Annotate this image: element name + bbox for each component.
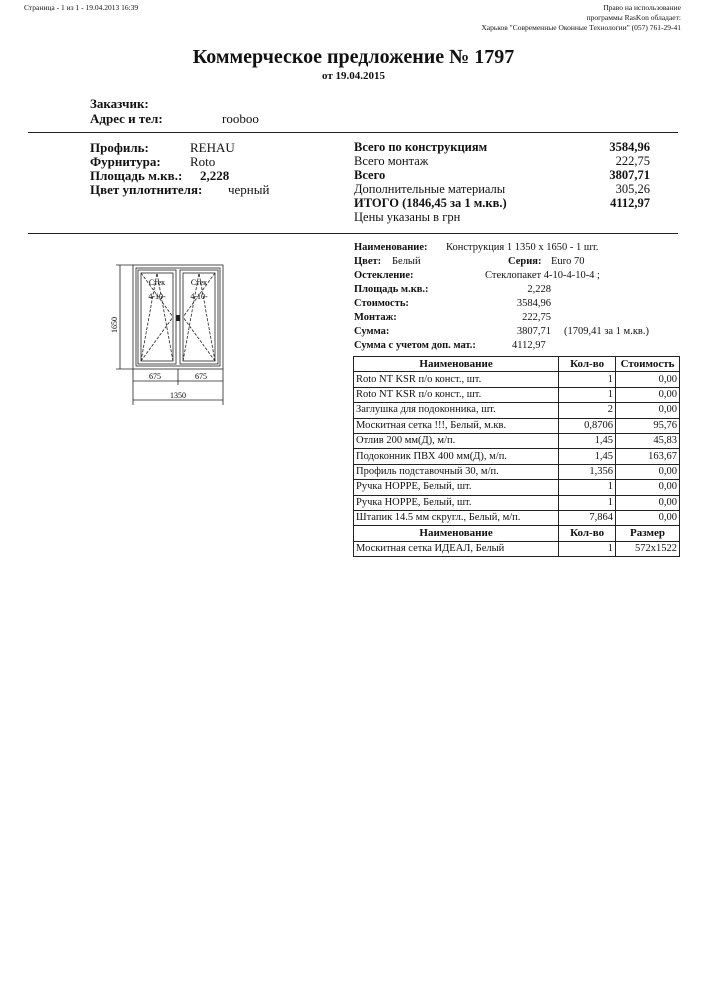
hardware-value: Roto [190, 154, 216, 169]
dim-total: 1350 [170, 391, 186, 400]
cell-name: Профиль подставочный 30, м/п. [354, 464, 559, 479]
summary-value-4: 4112,97 [610, 196, 650, 210]
construction-name-label: Наименование: [354, 242, 428, 253]
glazing-label: Остекление: [354, 270, 414, 281]
cell-name: Заглушка для подоконника, шт. [354, 403, 559, 418]
cell-qty: 7,864 [559, 510, 616, 525]
cell-name: Москитная сетка !!!, Белый, м.кв. [354, 418, 559, 433]
cell-value: 95,76 [616, 418, 680, 433]
client-label: Заказчик: [90, 96, 149, 111]
dim-right: 675 [195, 372, 207, 381]
table-row [354, 541, 680, 556]
summary-label-2: Всего [354, 168, 386, 182]
color-value: Белый [392, 256, 421, 267]
cell-value: 572x1522 [616, 541, 680, 556]
license-line-1: Право на использование [603, 3, 681, 12]
cell-name: Ручка HOPPE, Белый, шт. [354, 495, 559, 510]
seal-value: черный [228, 182, 270, 197]
area-value: 2,228 [200, 168, 230, 183]
pane-label-right-bottom: 4-10- [190, 292, 208, 301]
currency-note: Цены указаны в грн [354, 210, 461, 224]
cell-name: Штапик 14.5 мм скругл., Белый, м/п. [354, 510, 559, 525]
items-table-header-2 [354, 526, 680, 541]
construction-area-value: 2,228 [527, 284, 551, 295]
cell-qty: 1 [559, 480, 616, 495]
table-row [354, 449, 680, 464]
summary-label-3: Дополнительные материалы [354, 182, 506, 196]
dim-left: 675 [149, 372, 161, 381]
document-title: Коммерческое предложение № 1797 [192, 46, 515, 68]
summary-value-3: 305,26 [615, 182, 650, 196]
window-drawing [105, 255, 235, 410]
table-row [354, 433, 680, 448]
pane-label-left-top: Стек [148, 278, 166, 287]
cell-name: Подоконник ПВХ 400 мм(Д), м/п. [354, 449, 559, 464]
construction-area-label: Площадь м.кв.: [354, 284, 429, 295]
summary-label-4: ИТОГО (1846,45 за 1 м.кв.) [354, 196, 507, 210]
items-table-header [354, 357, 680, 372]
cell-qty: 1 [559, 372, 616, 387]
page-info: Страница - 1 из 1 - 19.04.2013 16:39 [24, 3, 139, 12]
table-row [354, 403, 680, 418]
summary-value-1: 222,75 [615, 154, 650, 168]
glazing-value: Стеклопакет 4-10-4-10-4 ; [485, 270, 600, 281]
header-name: Наименование [354, 357, 559, 372]
series-label: Серия: [508, 256, 542, 267]
cell-qty: 1,45 [559, 433, 616, 448]
address-value: rooboo [222, 111, 259, 126]
profile-value: REHAU [190, 140, 235, 155]
cost-label: Стоимость: [354, 298, 409, 309]
table-row [354, 480, 680, 495]
divider-mid [28, 233, 678, 234]
header2-qty: Кол-во [559, 526, 616, 541]
construction-name-value: Конструкция 1 1350 x 1650 - 1 шт. [446, 242, 599, 253]
cell-value: 0,00 [616, 464, 680, 479]
cell-name: Ручка HOPPE, Белый, шт. [354, 480, 559, 495]
table-row [354, 387, 680, 402]
cell-name: Москитная сетка ИДЕАЛ, Белый [354, 541, 559, 556]
cell-name: Roto NT KSR п/о конст., шт. [354, 372, 559, 387]
table-row [354, 418, 680, 433]
pane-label-right-top: Стек [190, 278, 208, 287]
cell-name: Отлив 200 мм(Д), м/п. [354, 433, 559, 448]
summary-label-1: Всего монтаж [354, 154, 429, 168]
header2-name: Наименование [354, 526, 559, 541]
header-qty: Кол-во [559, 357, 616, 372]
table-row [354, 510, 680, 525]
cell-value: 45,83 [616, 433, 680, 448]
cell-qty: 1 [559, 387, 616, 402]
hardware-label: Фурнитура: [90, 154, 161, 169]
header2-size: Размер [616, 526, 680, 541]
sum-value: 3807,71 [516, 326, 551, 337]
sum-label: Сумма: [354, 326, 390, 337]
profile-label: Профиль: [90, 140, 149, 155]
cell-value: 163,67 [616, 449, 680, 464]
series-value: Euro 70 [551, 256, 585, 267]
dim-height: 1650 [110, 317, 119, 333]
items-table [353, 356, 680, 557]
address-label: Адрес и тел: [90, 111, 163, 126]
cell-qty: 1 [559, 541, 616, 556]
table-row [354, 372, 680, 387]
table-row [354, 464, 680, 479]
cell-qty: 0,8706 [559, 418, 616, 433]
cell-value: 0,00 [616, 510, 680, 525]
cell-value: 0,00 [616, 495, 680, 510]
document-date: от 19.04.2015 [321, 70, 385, 82]
area-label: Площадь м.кв.: [90, 168, 183, 183]
pane-label-left-bottom: 4-10- [148, 292, 166, 301]
cell-value: 0,00 [616, 372, 680, 387]
mount-value: 222,75 [522, 312, 551, 323]
mount-label: Монтаж: [354, 312, 397, 323]
cell-value: 0,00 [616, 403, 680, 418]
summary-value-0: 3584,96 [609, 140, 650, 154]
sum-extra-value: 4112,97 [512, 340, 546, 351]
sum-extra-label: Сумма с учетом доп. мат.: [354, 340, 476, 351]
divider-top [28, 132, 678, 133]
seal-label: Цвет уплотнителя: [90, 182, 203, 197]
cell-qty: 1,45 [559, 449, 616, 464]
sum-note: (1709,41 за 1 м.кв.) [564, 326, 650, 337]
cell-qty: 2 [559, 403, 616, 418]
license-line-2: программы RasKon обладает: [586, 13, 681, 22]
summary-value-2: 3807,71 [609, 168, 650, 182]
summary-label-0: Всего по конструкциям [354, 140, 488, 154]
cell-value: 0,00 [616, 387, 680, 402]
cell-qty: 1 [559, 495, 616, 510]
header-cost: Стоимость [616, 357, 680, 372]
cell-qty: 1,356 [559, 464, 616, 479]
cell-name: Roto NT KSR п/о конст., шт. [354, 387, 559, 402]
table-row [354, 495, 680, 510]
cell-value: 0,00 [616, 480, 680, 495]
license-line-3: Харьков "Современные Оконные Технологии" (057) 761-29-41 [481, 23, 681, 32]
color-label: Цвет: [354, 256, 382, 267]
cost-value: 3584,96 [516, 298, 551, 309]
